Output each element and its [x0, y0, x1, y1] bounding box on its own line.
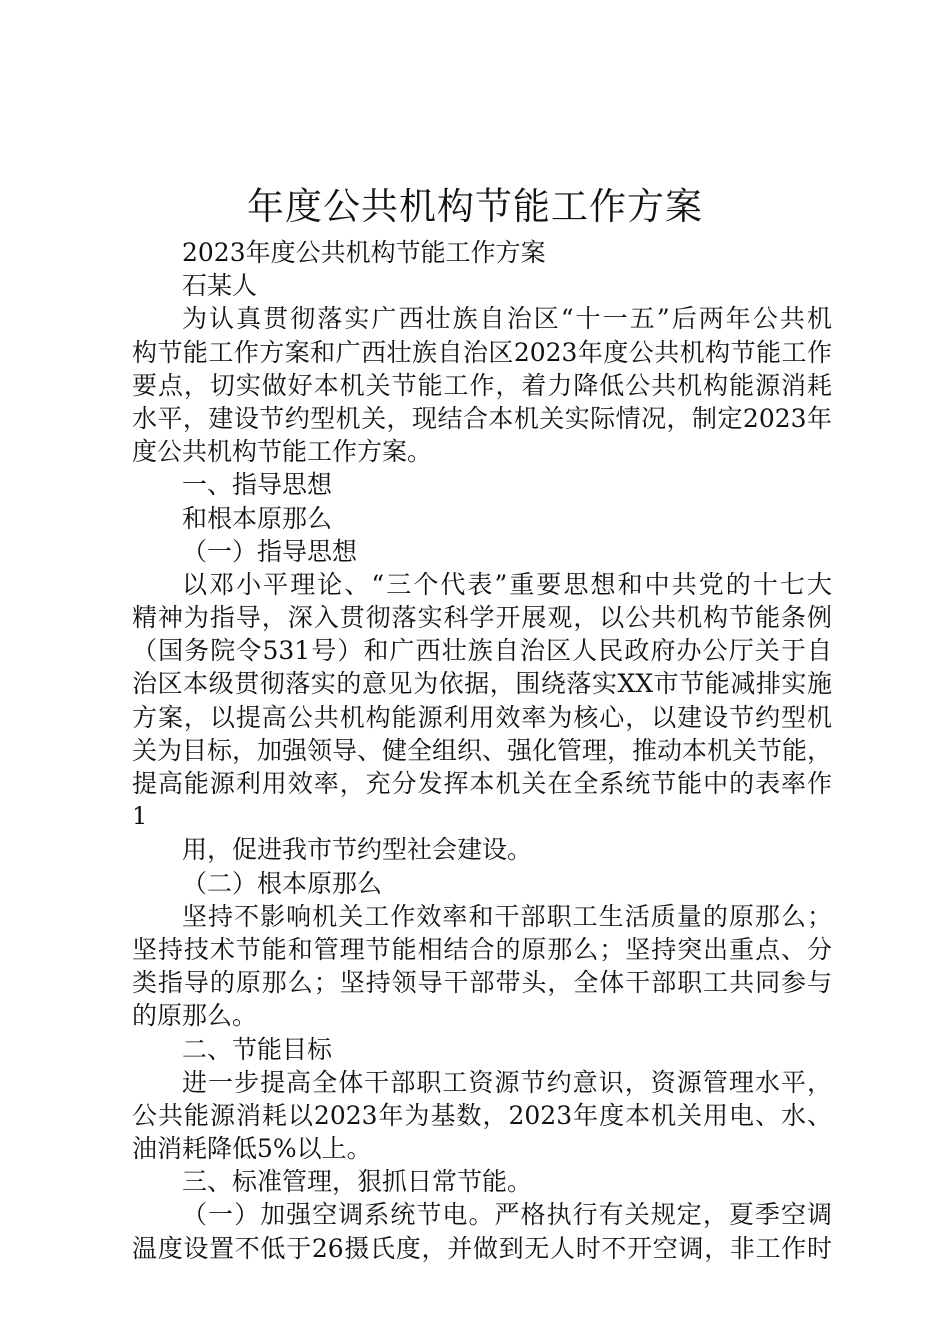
- sub2-para-line: 坚持技术节能和管理节能相结合的原那么；坚持突出重点、分: [132, 934, 832, 964]
- sub1-para-line: 以邓小平理论、“三个代表”重要思想和中共党的十七大: [182, 569, 832, 599]
- document-body: [132, 236, 832, 1265]
- section3-para-line: （一）加强空调系统节电。严格执行有关规定，夏季空调: [182, 1200, 832, 1230]
- sub1-para-line: 方案，以提高公共机构能源利用效率为核心，以建设节约型机: [132, 702, 832, 732]
- sub2-para-line: 类指导的原那么；坚持领导干部带头，全体干部职工共同参与: [132, 968, 832, 998]
- sub1-para-line: 提高能源利用效率，充分发挥本机关在全系统节能中的表率作: [132, 769, 832, 798]
- section3-para-line: 温度设置不低于26摄氏度，并做到无人时不开空调，非工作时: [132, 1233, 832, 1263]
- author: 石某人: [182, 271, 258, 301]
- section2-para-line: 进一步提高全体干部职工资源节约意识，资源管理水平，: [182, 1067, 832, 1097]
- section3-heading: 三、标准管理，狠抓日常节能。: [182, 1167, 533, 1197]
- sub2-para-line: 坚持不影响机关工作效率和干部职工生活质量的原那么；: [182, 901, 832, 931]
- sub1-para-line: 关为目标，加强领导、健全组织、强化管理，推动本机关节能，: [132, 735, 833, 765]
- subtitle: 2023年度公共机构节能工作方案: [182, 238, 546, 267]
- sub1-para-line: 治区本级贯彻落实的意见为依据，围绕落实XX市节能减排实施: [132, 669, 832, 699]
- section1-heading-cont: 和根本原那么: [182, 503, 333, 533]
- section2-para-line: 公共能源消耗以2023年为基数，2023年度本机关用电、水、: [132, 1100, 832, 1130]
- document-title: 年度公共机构节能工作方案: [247, 185, 703, 228]
- intro-line: 水平，建设节约型机关，现结合本机关实际情况，制定2023年: [132, 403, 832, 433]
- page-number: 1: [132, 802, 148, 831]
- sub1-para-cont: 用，促进我市节约型社会建设。: [182, 835, 533, 865]
- intro-line: 为认真贯彻落实广西壮族自治区“十一五”后两年公共机: [182, 304, 832, 334]
- section2-para-line: 油消耗降低5%以上。: [132, 1134, 372, 1164]
- intro-line: 构节能工作方案和广西壮族自治区2023年度公共机构节能工作: [132, 337, 832, 367]
- section1-heading: 一、指导思想: [182, 470, 333, 500]
- sub1-para-line: （国务院令531号）和广西壮族自治区人民政府办公厅关于自: [132, 636, 832, 666]
- section2-heading: 二、节能目标: [182, 1034, 333, 1064]
- sub2-heading: （二）根本原那么: [182, 868, 383, 898]
- sub1-heading: （一）指导思想: [182, 536, 358, 566]
- sub2-para-line: 的原那么。: [132, 1001, 258, 1031]
- intro-line: 度公共机构节能工作方案。: [132, 437, 433, 467]
- intro-line: 要点，切实做好本机关节能工作，着力降低公共机构能源消耗: [132, 370, 832, 400]
- sub1-para-line: 精神为指导，深入贯彻落实科学开展观，以公共机构节能条例: [132, 603, 832, 633]
